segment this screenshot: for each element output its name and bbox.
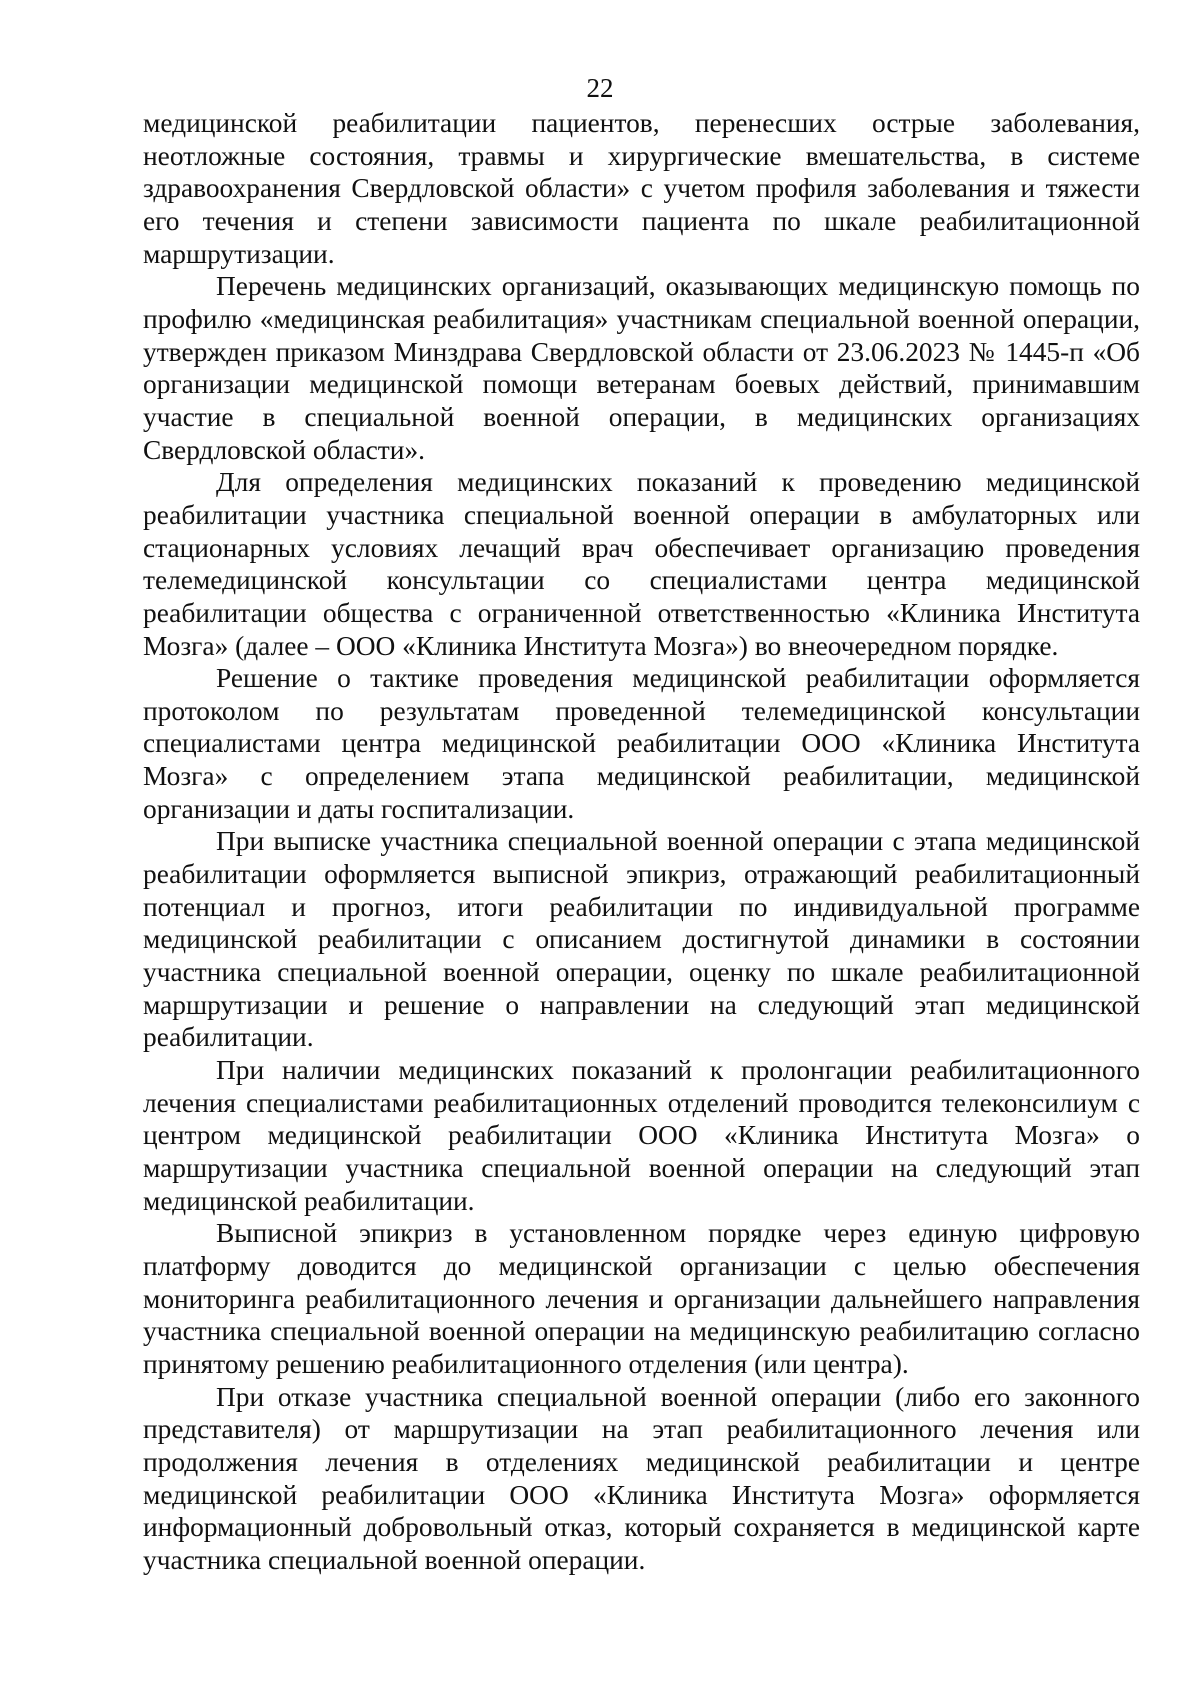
paragraph-continuation: медицинской реабилитации пациентов, перенесших острые заболевания, неотложные состояния, травмы и хирургические вмешательства, в системе здравоохранения Свердловской области» с учетом профиля заболевания и тяжести его течения и степени зависимости пациента по шкале реабилитационной маршрутизации. bbox=[143, 108, 1140, 269]
page-number: 22 bbox=[586, 73, 614, 103]
document-body bbox=[143, 107, 1140, 1577]
paragraph-prolongation: При наличии медицинских показаний к пролонгации реабилитационного лечения специалистами реабилитационных отделений проводится телеконсилиум с центром медицинской реабилитации ООО «Клиника Института Мозга» о маршрутизации участника специальной военной операции на следующий этап медицинской реабилитации. bbox=[143, 1055, 1140, 1216]
paragraph-medical-indications: Для определения медицинских показаний к проведению медицинской реабилитации участника специальной военной операции в амбулаторных или стационарных условиях лечащий врач обеспечивает организацию проведения телемедицинской консультации со специалистами центра медицинской реабилитации общества с ограниченной ответственностью «Клиника Института Мозга» (далее – ООО «Клиника Института Мозга») во внеочередном порядке. bbox=[143, 467, 1140, 661]
paragraph-tactics-decision: Решение о тактике проведения медицинской реабилитации оформляется протоколом по результатам проведенной телемедицинской консультации специалистами центра медицинской реабилитации ООО «Клиника Института Мозга» с определением этапа медицинской реабилитации, медицинской организации и даты госпитализации. bbox=[143, 663, 1140, 824]
paragraph-epicrisis: Выписной эпикриз в установленном порядке через единую цифровую платформу доводится до медицинской организации с целью обеспечения мониторинга реабилитационного лечения и организации дальнейшего направления участника специальной военной операции на медицинскую реабилитацию согласно принятому решению реабилитационного отделения (или центра). bbox=[143, 1218, 1140, 1379]
paragraph-discharge: При выписке участника специальной военной операции с этапа медицинской реабилитации оформляется выписной эпикриз, отражающий реабилитационный потенциал и прогноз, итоги реабилитации по индивидуальной программе медицинской реабилитации с описанием достигнутой динамики в состоянии участника специальной военной операции, оценку по шкале реабилитационной маршрутизации и решение о направлении на следующий этап медицинской реабилитации. bbox=[143, 826, 1140, 1053]
paragraph-organizations-list: Перечень медицинских организаций, оказывающих медицинскую помощь по профилю «медицинская реабилитация» участникам специальной военной операции, утвержден приказом Минздрава Свердловской области от 23.06.2023 № 1445-п «Об организации медицинской помощи ветеранам боевых действий, принимавшим участие в специальной военной операции, в медицинских организациях Свердловской области». bbox=[143, 271, 1140, 465]
paragraph-refusal: При отказе участника специальной военной операции (либо его законного представителя) от маршрутизации на этап реабилитационного лечения или продолжения лечения в отделениях медицинской реабилитации и центре медицинской реабилитации ООО «Клиника Института Мозга» оформляется информационный добровольный отказ, который сохраняется в медицинской карте участника специальной военной операции. bbox=[143, 1381, 1140, 1575]
